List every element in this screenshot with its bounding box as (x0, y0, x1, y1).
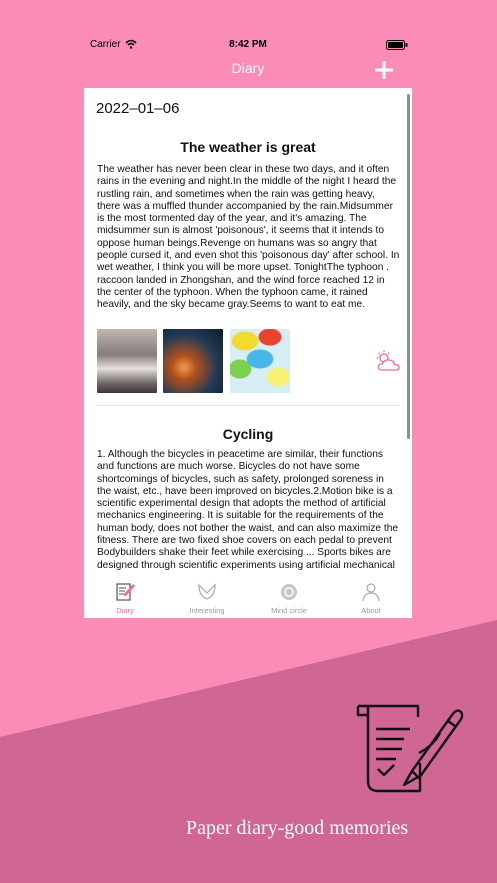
entry-body[interactable]: 1. Although the bicycles in peacetime are similar, their functions and functions are much worse. Bicycles do not have some shortcomings of bicycles, such as safety, prolonged soreness in the waist, etc., have been improved on bicycles.2.Motion bike is a scientific experimental design that adopts the method of artificial mechanics engineering. It is suitable for the requirements of the human body, does not bother the waist, and can also maximize the fitness. There are two fixed shoe covers on each pedal to prevent Bodybuilders shake their feet while exercising ... Sports bikes are designed through scientific experiments using artificial mechanical (97, 449, 399, 571)
entry-photo-sky[interactable] (97, 329, 157, 393)
entry-photo-clouds[interactable] (163, 329, 223, 393)
tab-interesting[interactable] (166, 578, 248, 618)
partly-cloudy-icon (375, 350, 401, 372)
circle-icon (278, 582, 300, 602)
tab-label: Diary (116, 606, 134, 615)
battery-icon (386, 40, 408, 50)
entry-divider (96, 405, 400, 406)
entry-date: 2022–01–06 (96, 100, 180, 117)
entry-photo-umbrellas[interactable] (230, 329, 290, 393)
nav-title: Diary (231, 60, 265, 76)
status-bar (84, 36, 412, 54)
entry-body[interactable]: The weather has never been clear in these two days, and it often rains in the evening and night.In the middle of the night I heard the rustling rain, and sometimes when the rain was getting heavy, there was a muffled thunder accompanied by the rain.Midsummer is the most tormented day of the year, and it's amazing. The midsummer sun is almost 'poisonous', it seems that it intends to oppose human beings.Revenge on humans was so angry that people cursed it, and even shot this 'poisonous day' after school. In wet weather, I think you will be more upset. TonightThe typhoon . raccoon landed in Zhongshan, and the wind force reached 12 in the center of the typhoon. When the typhoon came, it rained heavily, and the sky became gray.Seems to want to eat me. (97, 164, 400, 311)
carrier-label: Carrier (90, 39, 121, 50)
diary-icon (114, 582, 136, 602)
tab-bar (84, 578, 412, 618)
tab-mind-circle[interactable] (248, 578, 330, 618)
tab-about[interactable] (330, 578, 412, 618)
person-icon (360, 582, 382, 602)
status-time: 8:42 PM (229, 39, 267, 50)
tab-diary[interactable] (84, 578, 166, 618)
diary-list[interactable] (84, 88, 412, 618)
entry-title[interactable]: The weather is great (180, 139, 316, 155)
add-entry-button[interactable] (372, 58, 396, 82)
diary-pen-icon (356, 703, 464, 798)
tab-label: Mind circle (271, 606, 307, 615)
tab-label: About (361, 606, 381, 615)
tab-label: Interesting (189, 606, 225, 615)
tulip-icon (196, 582, 218, 602)
promo-slogan: Paper diary-good memories (186, 817, 409, 839)
entry-title[interactable]: Cycling (222, 426, 274, 442)
